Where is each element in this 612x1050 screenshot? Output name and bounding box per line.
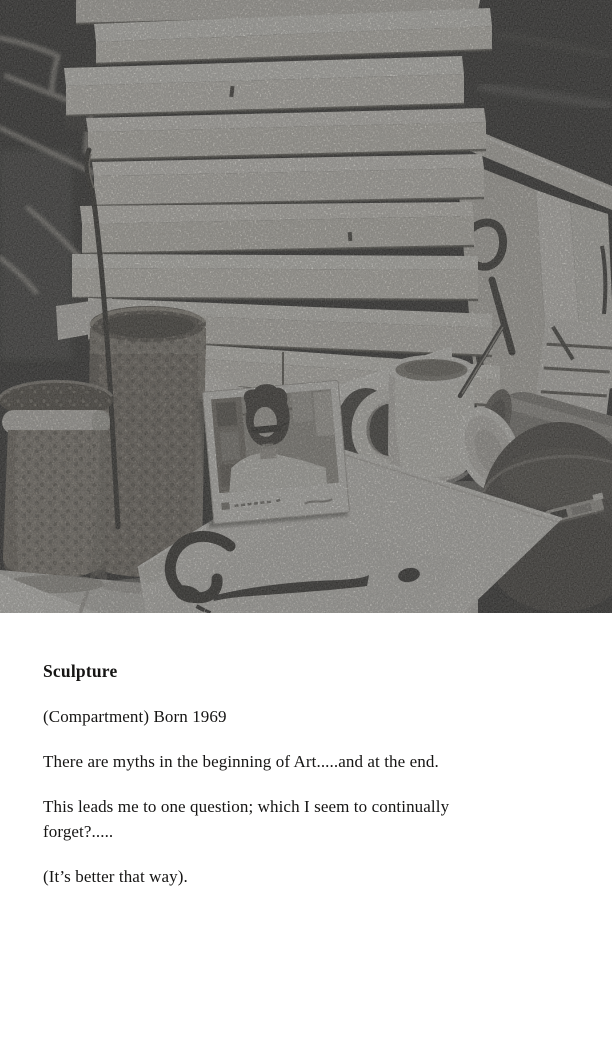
caption-line: forget?.....: [43, 822, 114, 841]
caption-line: This leads me to one question; which I seem to continually: [43, 797, 450, 816]
caption-paragraph: [43, 864, 572, 889]
caption-line: There are myths in the beginning of Art.....and at the end.: [43, 752, 439, 771]
artwork-title: Sculpture: [43, 661, 118, 681]
caption-line: (It’s better that way).: [43, 867, 188, 886]
caption-block: [0, 613, 612, 889]
caption-paragraph: [43, 749, 572, 774]
caption-paragraph: [43, 704, 572, 729]
caption-paragraph: [43, 794, 572, 844]
caption-line: (Compartment) Born 1969: [43, 707, 227, 726]
